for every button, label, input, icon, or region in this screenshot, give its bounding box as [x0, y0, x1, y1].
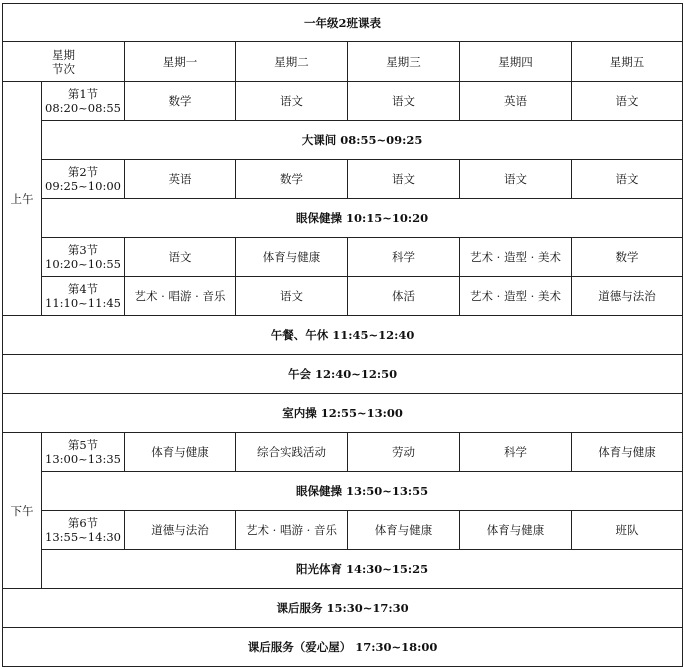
subject-cell: 艺术 · 造型 · 美术 [460, 277, 572, 316]
subject-cell: 数学 [236, 160, 348, 199]
subject-cell: 体育与健康 [125, 433, 236, 472]
period-row-4 [3, 277, 683, 316]
period-cell-4 [42, 277, 125, 316]
break-row-eye-am [3, 199, 683, 238]
subject-cell: 艺术 · 唱游 · 音乐 [236, 511, 348, 550]
subject-cell: 语文 [236, 82, 348, 121]
sunshine-pe-bar: 阳光体育 14:30~15:25 [42, 550, 683, 589]
break-row-indoor-exercise [3, 394, 683, 433]
day-header-thu: 星期四 [460, 42, 572, 82]
subject-cell: 数学 [125, 82, 236, 121]
period-cell-3 [42, 238, 125, 277]
subject-cell: 科学 [348, 238, 460, 277]
break-row-noon-meeting [3, 355, 683, 394]
subject-cell: 数学 [572, 238, 683, 277]
period-row-2 [3, 160, 683, 199]
corner-weekday-label: 星期 [52, 47, 75, 62]
subject-cell: 体育与健康 [236, 238, 348, 277]
subject-cell: 语文 [348, 160, 460, 199]
period-time: 10:20~10:55 [45, 257, 121, 271]
after-school-care-bar: 课后服务（爱心屋） 17:30~18:00 [3, 628, 683, 667]
eye-exercise-am-bar: 眼保健操 10:15~10:20 [42, 199, 683, 238]
subject-cell: 英语 [125, 160, 236, 199]
lunch-bar: 午餐、午休 11:45~12:40 [3, 316, 683, 355]
big-break-bar: 大课间 08:55~09:25 [42, 121, 683, 160]
period-name: 第3节 [67, 243, 99, 257]
indoor-exercise-bar: 室内操 12:55~13:00 [3, 394, 683, 433]
subject-cell: 班队 [572, 511, 683, 550]
period-cell-6 [42, 511, 125, 550]
afternoon-label: 下午 [3, 433, 42, 589]
period-row-1 [3, 82, 683, 121]
table-title: 一年级2班课表 [3, 4, 683, 42]
title-row [3, 4, 683, 42]
subject-cell: 科学 [460, 433, 572, 472]
subject-cell: 语文 [572, 160, 683, 199]
subject-cell: 体育与健康 [460, 511, 572, 550]
break-row-after-school [3, 589, 683, 628]
morning-label: 上午 [3, 82, 42, 316]
period-row-6 [3, 511, 683, 550]
period-time: 13:55~14:30 [45, 530, 121, 544]
subject-cell: 综合实践活动 [236, 433, 348, 472]
period-time: 09:25~10:00 [45, 179, 121, 193]
day-header-tue: 星期二 [236, 42, 348, 82]
period-time: 13:00~13:35 [45, 452, 121, 466]
subject-cell: 体育与健康 [572, 433, 683, 472]
period-name: 第2节 [67, 165, 99, 179]
period-time: 08:20~08:55 [45, 101, 121, 115]
subject-cell: 语文 [125, 238, 236, 277]
eye-exercise-pm-bar: 眼保健操 13:50~13:55 [42, 472, 683, 511]
subject-cell: 道德与法治 [125, 511, 236, 550]
timetable [2, 3, 683, 667]
subject-cell: 语文 [460, 160, 572, 199]
period-cell-2 [42, 160, 125, 199]
noon-meeting-bar: 午会 12:40~12:50 [3, 355, 683, 394]
period-row-5 [3, 433, 683, 472]
period-name: 第4节 [67, 282, 99, 296]
subject-cell: 语文 [348, 82, 460, 121]
corner-header [3, 42, 125, 82]
period-cell-5 [42, 433, 125, 472]
break-row-sunshine-pe [3, 550, 683, 589]
subject-cell: 英语 [460, 82, 572, 121]
day-header-wed: 星期三 [348, 42, 460, 82]
header-row [3, 42, 683, 82]
break-row-lunch [3, 316, 683, 355]
subject-cell: 语文 [236, 277, 348, 316]
subject-cell: 体活 [348, 277, 460, 316]
period-name: 第5节 [67, 438, 99, 452]
subject-cell: 体育与健康 [348, 511, 460, 550]
period-cell-1 [42, 82, 125, 121]
after-school-bar: 课后服务 15:30~17:30 [3, 589, 683, 628]
period-name: 第1节 [67, 87, 99, 101]
day-header-fri: 星期五 [572, 42, 683, 82]
break-row-after-school-care [3, 628, 683, 667]
corner-period-label: 节次 [52, 61, 75, 76]
subject-cell: 艺术 · 造型 · 美术 [460, 238, 572, 277]
period-row-3 [3, 238, 683, 277]
subject-cell: 劳动 [348, 433, 460, 472]
period-name: 第6节 [67, 516, 99, 530]
day-header-mon: 星期一 [125, 42, 236, 82]
period-time: 11:10~11:45 [45, 296, 121, 310]
break-row-big-break [3, 121, 683, 160]
subject-cell: 艺术 · 唱游 · 音乐 [125, 277, 236, 316]
subject-cell: 道德与法治 [572, 277, 683, 316]
subject-cell: 语文 [572, 82, 683, 121]
break-row-eye-pm [3, 472, 683, 511]
